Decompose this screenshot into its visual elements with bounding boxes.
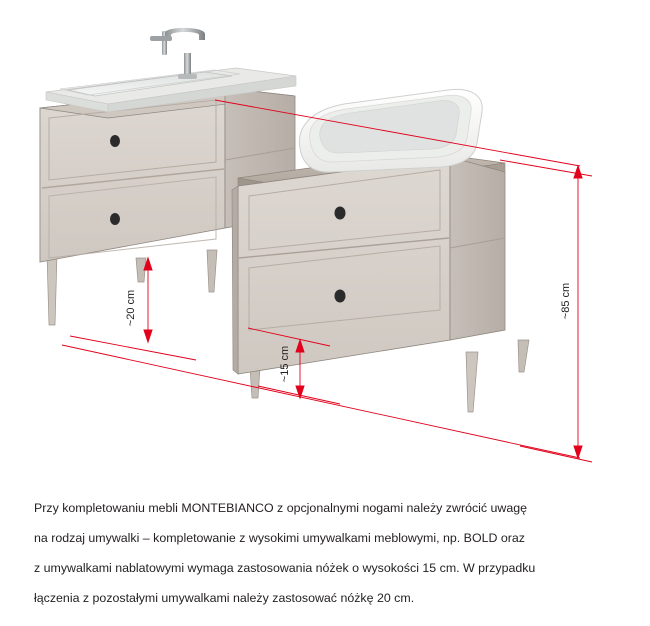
caption-line-2: na rodzaj umywalki – kompletowanie z wysokimi umywalkami meblowymi, np. BOLD oraz	[34, 531, 525, 545]
dimension-label-total-height: ~85 cm	[560, 282, 573, 320]
caption-block	[34, 498, 620, 618]
caption-line-3: z umywalkami nablatowymi wymaga zastosowania nóżek o wysokości 15 cm. W przypadku	[34, 561, 536, 575]
dimension-label-leg-15: ~15 cm	[279, 345, 292, 383]
caption-line-4: łączenia z pozostałymi umywalkami należy zastosować nóżkę 20 cm.	[34, 591, 415, 605]
dimension-label-leg-20: ~20 cm	[125, 289, 138, 327]
washbasin-right	[299, 89, 482, 172]
caption-line-1: Przy kompletowaniu mebli MONTEBIANCO z opcjonalnymi nogami należy zwrócić uwagę	[34, 501, 528, 515]
faucet	[150, 28, 205, 79]
